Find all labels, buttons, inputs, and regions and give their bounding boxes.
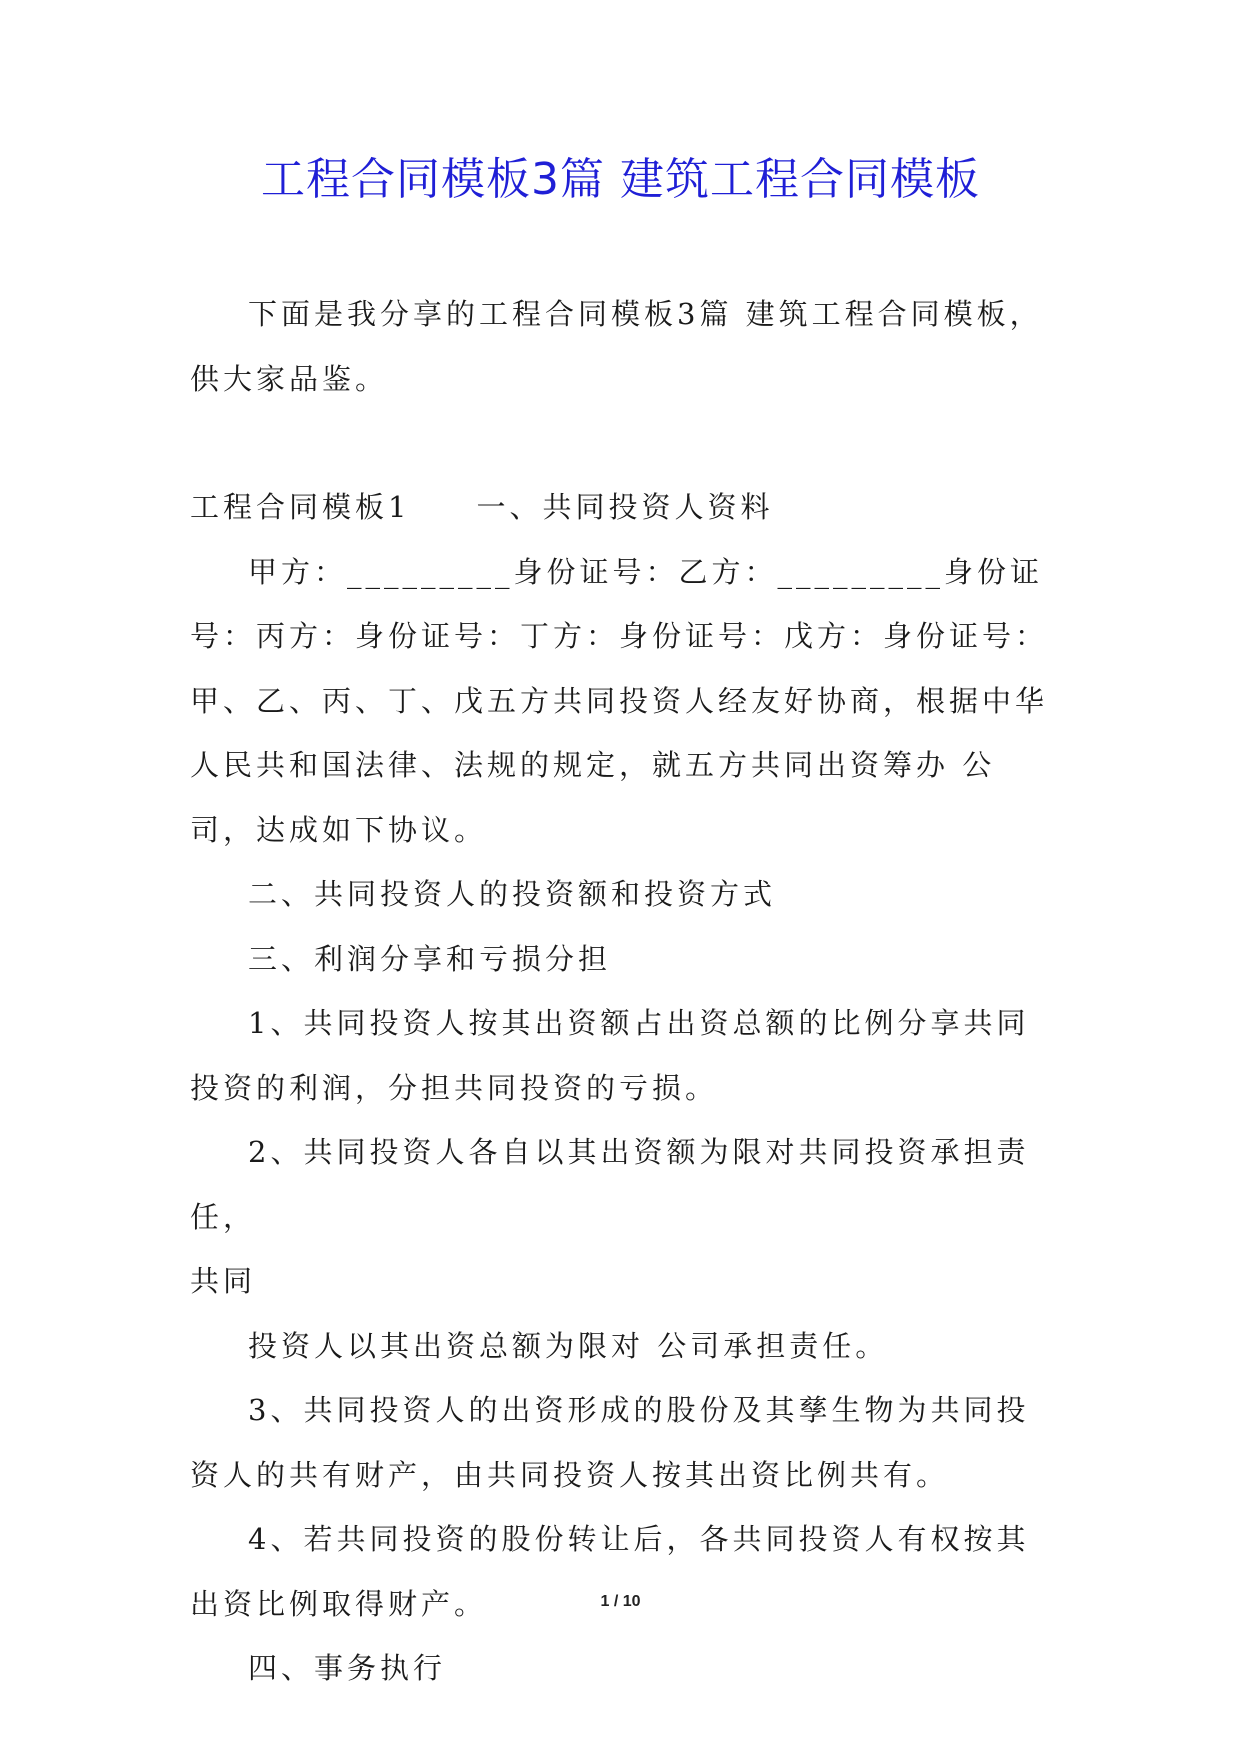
- page-indicator: 1 / 10: [600, 1593, 641, 1610]
- clause-4: 4、若共同投资的股份转让后，各共同投资人有权按其出资比例取得财产。: [190, 1522, 1030, 1621]
- section-heading-profit: 三、利润分享和亏损分担: [248, 941, 612, 976]
- clause-2-tail: 投资人以其出资总额为限对 公司承担责任。: [248, 1328, 889, 1363]
- section-heading-affairs: 四、事务执行: [248, 1651, 447, 1685]
- clause-3: 3、共同投资人的出资形成的股份及其孳生物为共同投资人的共有财产，由共同投资人按其出资比例共有。: [190, 1393, 1030, 1492]
- clause-2: 2、共同投资人各自以其出资额为限对共同投资承担责任，: [190, 1135, 1030, 1234]
- document-title: 工程合同模板3篇 建筑工程合同模板: [261, 154, 980, 205]
- intro-paragraph: 下面是我分享的工程合同模板3篇 建筑工程合同模板，供大家品鉴。: [190, 297, 1043, 396]
- parties-paragraph: 甲方：_________身份证号：乙方：_________身份证号：丙方：身份证号：丁方：身份证号：戊方：身份证号：甲、乙、丙、丁、戊五方共同投资人经友好协商，根据中华人民共和国法律、法规的规定，就五方共同出资筹办 公司，达成如下协议。: [190, 554, 1049, 847]
- clause-2-continued: 共同: [190, 1264, 257, 1298]
- section-heading-investment: 二、共同投资人的投资额和投资方式: [248, 877, 777, 911]
- clause-1: 1、共同投资人按其出资额占出资总额的比例分享共同投资的利润，分担共同投资的亏损。: [190, 1006, 1030, 1105]
- section-heading-template-1: 工程合同模板1 一、共同投资人资料: [190, 490, 774, 524]
- document-body: [190, 282, 1060, 1701]
